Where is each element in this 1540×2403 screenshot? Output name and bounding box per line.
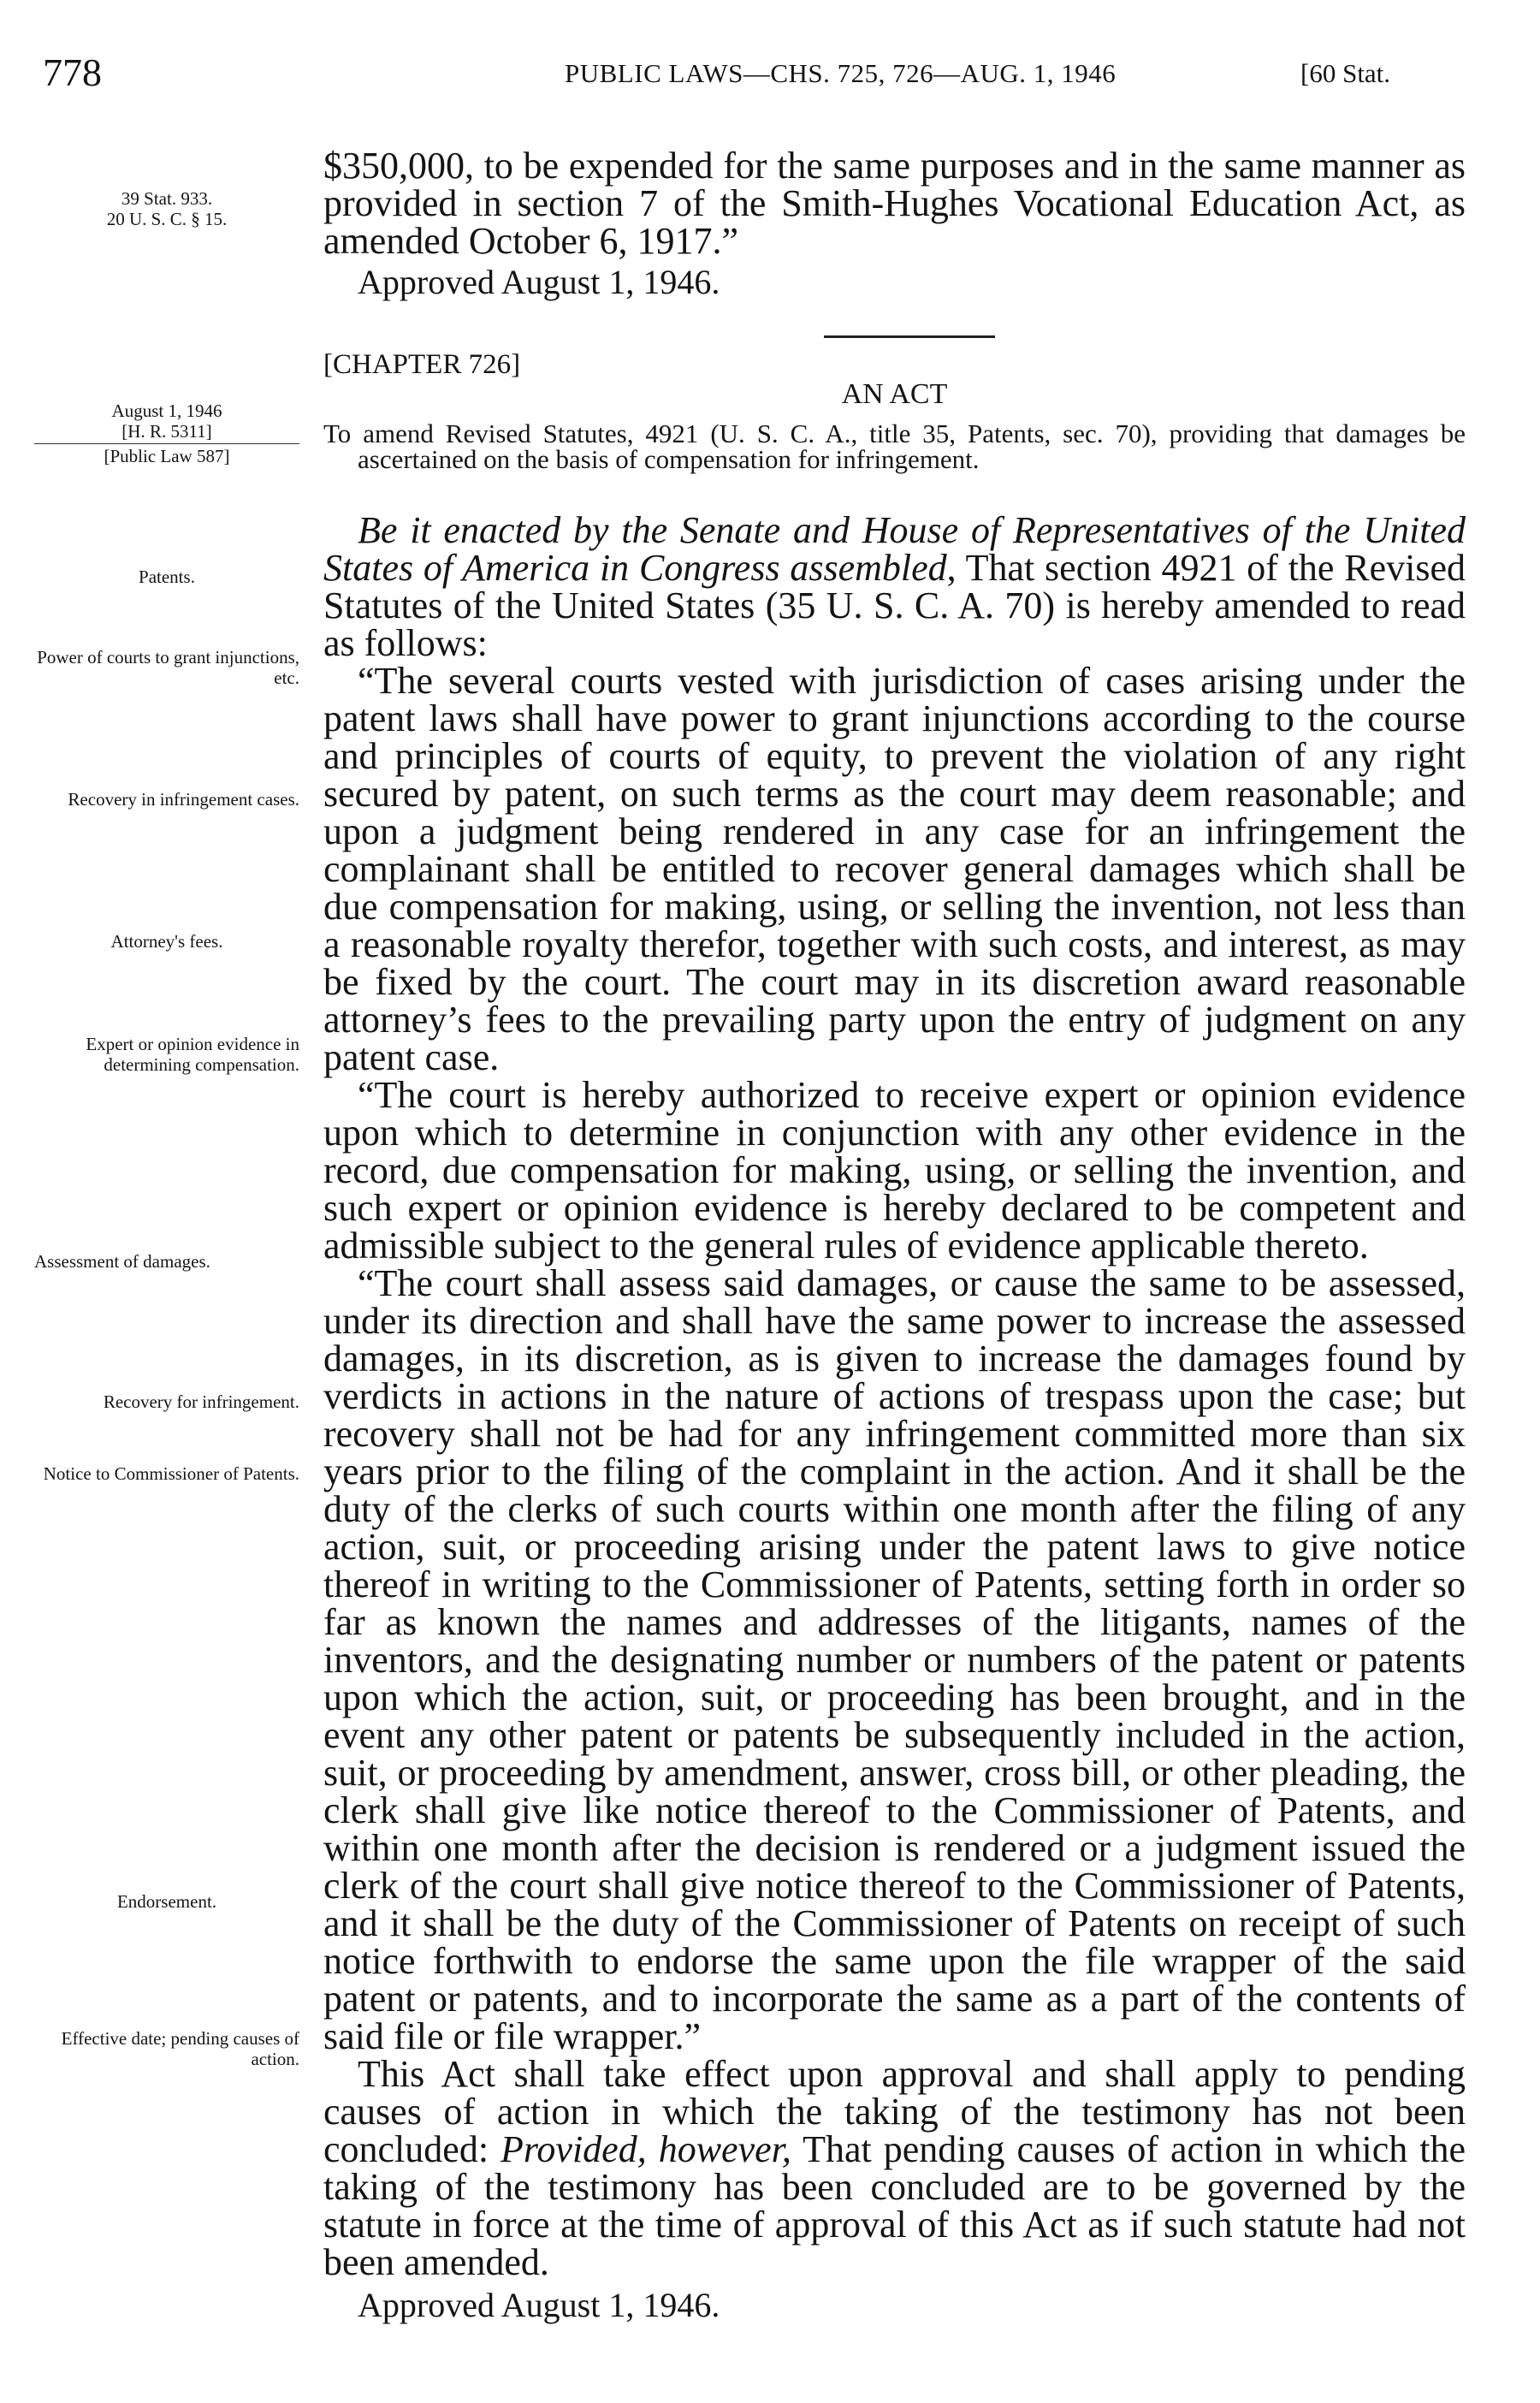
effective-text-a: This Act shall take effect upon approval and shall apply to pending causes of action in which the taking of the testimony has not been concluded: bbox=[323, 2053, 1466, 2170]
bill-number: [H. R. 5311] bbox=[121, 421, 212, 442]
enacting-clause-italic: Be it enacted by the Senate and House of Representatives of the United States of America in Congress assembled bbox=[323, 509, 1466, 589]
enacting-clause bbox=[323, 509, 1466, 664]
center-rule bbox=[824, 335, 995, 338]
margin-note-notice: Notice to Commissioner of Patents. bbox=[43, 1463, 299, 1484]
public-law-number: [Public Law 587] bbox=[104, 446, 230, 466]
act-date: August 1, 1946 bbox=[111, 400, 222, 421]
effective-text-b: That pending causes of action in which the taking of the testimony has been concluded are to be governed by the statute in force at the time of approval of this Act as if such statute had not been amended. bbox=[323, 2128, 1466, 2283]
act-text bbox=[323, 509, 1466, 2324]
paragraph-injunctions: “The several courts vested with jurisdiction of cases arising under the patent laws shall have power to grant injunctions according to the course and principles of courts of equity, to prevent the violation of any right secured by patent, on such terms as the court may deem reasonable; and upon a judgment being rendered in any case for an infringement the complainant shall be entitled to recover general damages which shall be due compensation for making, using, or selling the invention, not less than a reasonable royalty therefor, together with such costs, and interest, as may be fixed by the court. The court may in its discretion award reasonable attorney’s fees to the prevailing party upon the entry of judgment on any patent case. bbox=[323, 660, 1466, 1078]
enacting-clause-rest: , That section 4921 of the Revised Statutes of the United States (35 U. S. C. A. 70) is hereby amended to read as follows: bbox=[323, 547, 1466, 664]
margin-note-recovery-cases: Recovery in infringement cases. bbox=[68, 789, 299, 810]
prior-act-close bbox=[323, 147, 1466, 301]
margin-act-info bbox=[34, 400, 299, 466]
margin-note-effective-date: Effective date; pending causes of action. bbox=[61, 2028, 299, 2069]
paragraph-expert-evidence: “The court is hereby authorized to receive expert or opinion evidence upon which to determine in conjunction with any other evidence in the record, due compensation for making, using, or selling the invention, and such expert or opinion evidence is hereby declared to be competent and admissible subject to the general rules of evidence applicable thereto. bbox=[323, 1074, 1466, 1267]
paragraph-assessment: “The court shall assess said damages, or cause the same to be assessed, under its direction and shall have the same power to increase the assessed damages, in its discretion, as is given to increase the damages found by verdicts in actions in the nature of actions of trespass upon the case; but recovery shall not be had for any infringement committed more than six years prior to the filing of the complaint in the action. And it shall be the duty of the clerks of such courts within one month after the filing of any action, suit, or proceeding arising under the patent laws to give notice thereof in writing to the Commissioner of Patents, setting forth in order so far as known the names and addresses of the litigants, names of the inventors, and the designating number or numbers of the patent or patents upon which the action, suit, or proceeding has been brought, and in the event any other patent or patents be subsequently included in the action, suit, or proceeding by amendment, answer, cross bill, or other pleading, the clerk shall give like notice thereof to the Commissioner of Patents, and within one month after the decision is rendered or a judgment issued the clerk of the court shall give notice thereof to the Commissioner of Patents, and it shall be the duty of the Commissioner of Patents on receipt of such notice forthwith to endorse the same upon the file wrapper of the said patent or patents, and to incorporate the same as a part of the contents of said file or file wrapper.” bbox=[323, 1262, 1466, 2057]
margin-stat-ref bbox=[34, 188, 299, 229]
approved-line-1: Approved August 1, 1946. bbox=[358, 263, 720, 301]
continuation-text: $350,000, to be expended for the same purposes and in the same manner as provided in section 7 of the Smith-Hughes Vocational Education Act, as amended October 6, 1917.” bbox=[323, 145, 1466, 262]
effective-text-italic: Provided, however, bbox=[500, 2128, 791, 2170]
stat-ref-1: 39 Stat. 933. bbox=[121, 188, 213, 209]
an-act-heading: AN ACT bbox=[841, 378, 948, 410]
margin-note-assessment: Assessment of damages. bbox=[34, 1251, 210, 1272]
margin-note-attorneys-fees: Attorney's fees. bbox=[110, 931, 223, 952]
act-title bbox=[323, 418, 1466, 474]
paragraph-effective-date bbox=[323, 2053, 1466, 2283]
margin-note-expert-evidence: Expert or opinion evidence in determining compensation. bbox=[86, 1034, 299, 1075]
running-head: PUBLIC LAWS—CHS. 725, 726—AUG. 1, 1946 bbox=[565, 58, 1116, 88]
stat-ref-2: 20 U. S. C. § 15. bbox=[106, 209, 228, 229]
margin-note-recovery-infringement: Recovery for infringement. bbox=[103, 1391, 299, 1412]
volume-reference: [60 Stat. bbox=[1300, 58, 1391, 88]
page-header bbox=[0, 50, 1540, 101]
margin-note-patents: Patents. bbox=[139, 567, 195, 587]
approved-line-2: Approved August 1, 1946. bbox=[358, 2286, 720, 2324]
page-number: 778 bbox=[43, 50, 102, 94]
act-summary: To amend Revised Statutes, 4921 (U. S. C. A., title 35, Patents, sec. 70), providing that damages be ascertained on the basis of compensation for infringement. bbox=[323, 418, 1466, 474]
margin-rule bbox=[34, 443, 299, 444]
chapter-heading: [CHAPTER 726] bbox=[323, 349, 521, 380]
margin-note-power-of-courts: Power of courts to grant injunctions, etc. bbox=[37, 647, 299, 688]
margin-note-endorsement: Endorsement. bbox=[116, 1891, 217, 1912]
